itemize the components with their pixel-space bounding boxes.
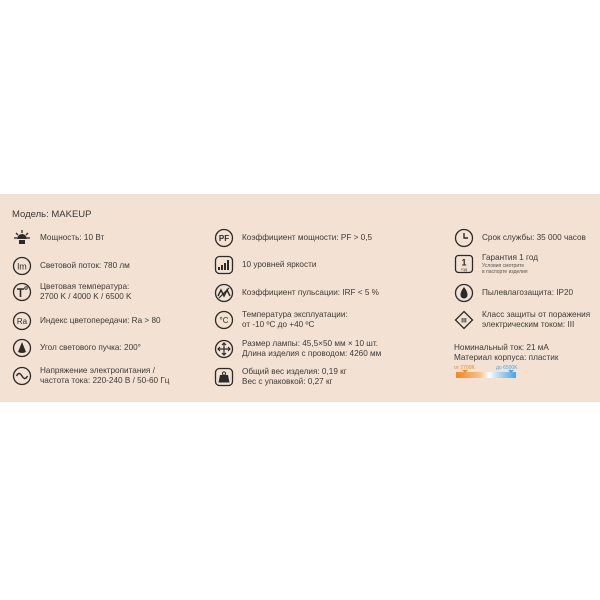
thermometer-icon (12, 282, 32, 302)
size-text (242, 339, 381, 359)
power-factor-text: Коэффициент мощности: PF > 0,5 (242, 233, 373, 243)
spec-brightness (214, 255, 316, 275)
protection-class-text (482, 310, 590, 330)
spec-pulsation (214, 283, 379, 303)
celsius-icon-text: °C (219, 316, 229, 325)
celsius-icon (214, 310, 234, 330)
brightness-levels-icon (214, 255, 234, 275)
housing-material-text: Материал корпуса: пластик (454, 353, 559, 362)
pulsation-icon (214, 283, 234, 303)
spec-size (214, 339, 381, 359)
spec-ip (454, 283, 573, 303)
operating-temp-text (242, 310, 348, 330)
ip-text: Пылевлагозащита: IP20 (482, 288, 574, 298)
warranty-icon-unit: год (461, 266, 467, 272)
spec-beam-angle (12, 338, 141, 358)
pf-icon-text: PF (218, 234, 230, 243)
gross-weight: Вес с упаковкой: 0,27 кг (242, 377, 333, 386)
bulb-power-icon (12, 228, 32, 248)
operating-temp-label: Температура эксплуатации: (242, 310, 348, 320)
ac-sine-icon (12, 366, 32, 386)
spec-weight (214, 367, 347, 387)
voltage-text (40, 366, 169, 386)
voltage-value: частота тока: 220-240 В / 50-60 Гц (40, 376, 170, 385)
cord-length: Длина изделия с проводом: 4260 мм (242, 349, 382, 358)
spec-voltage (12, 366, 169, 386)
spec-lifetime (454, 228, 586, 248)
brightness-text: 10 уровней яркости (242, 260, 317, 270)
lamp-size: Размер лампы: 45,5×50 мм × 10 шт. (242, 339, 378, 349)
warranty-text (482, 253, 538, 275)
beam-angle-text: Угол светового пучка: 200° (40, 343, 141, 353)
water-drop-icon (454, 283, 474, 303)
class-iii-icon (454, 310, 474, 330)
pulsation-text: Коэффициент пульсации: IRF < 5 % (242, 288, 379, 298)
spec-power-factor (214, 228, 372, 248)
voltage-label: Напряжение электропитания / (40, 366, 155, 376)
dimensions-arrows-icon (214, 339, 234, 359)
color-temp-value: 2700 K / 4000 K / 6500 K (40, 292, 132, 301)
lifetime-text: Срок службы: 35 000 часов (482, 233, 586, 243)
spec-cri (12, 311, 161, 331)
warranty-note-2: в паспорте изделия (482, 268, 528, 275)
ra-icon (12, 311, 32, 331)
color-temperature-scale (456, 372, 516, 378)
lumen-icon (12, 256, 32, 276)
spec-flux (12, 256, 130, 276)
flux-text: Световой поток: 780 лм (40, 261, 130, 271)
spec-power (12, 228, 104, 248)
ra-icon-text: Ra (16, 317, 28, 326)
lumen-icon-text: lm (17, 261, 27, 272)
scale-warm-label: от 2700K (454, 365, 475, 371)
scale-cold-label: до 6500K (496, 365, 518, 371)
spec-warranty (454, 253, 538, 275)
warranty-note-1: Условия смотрите (482, 262, 525, 269)
warranty-calendar-icon (454, 254, 474, 274)
weight-text (242, 367, 347, 387)
color-temp-text (40, 282, 132, 302)
protection-class-value: электрическим током: III (482, 320, 575, 329)
protection-class-label: Класс защиты от поражения (482, 310, 591, 320)
spec-color-temp (12, 282, 132, 302)
rated-current-text: Номинальный ток: 21 мА (454, 343, 549, 352)
operating-temp-value: от -10 ºС до +40 ºС (242, 320, 315, 329)
cri-text: Индекс цветопередачи: Ra > 80 (40, 316, 161, 326)
clock-icon (454, 228, 474, 248)
weight-icon (214, 367, 234, 387)
warranty-icon-number: 1 (461, 257, 467, 268)
warranty-label: Гарантия 1 год (482, 253, 538, 262)
model-title: Модель: MAKEUP (12, 209, 92, 220)
beam-angle-icon (12, 338, 32, 358)
color-temp-label: Цветовая температура: (40, 282, 130, 292)
pf-icon (214, 228, 234, 248)
spec-operating-temp (214, 310, 348, 330)
class-icon-text: III (461, 317, 467, 325)
spec-protection-class (454, 310, 590, 330)
power-text: Мощность: 10 Вт (40, 233, 105, 243)
net-weight: Общий вес изделия: 0,19 кг (242, 367, 347, 377)
